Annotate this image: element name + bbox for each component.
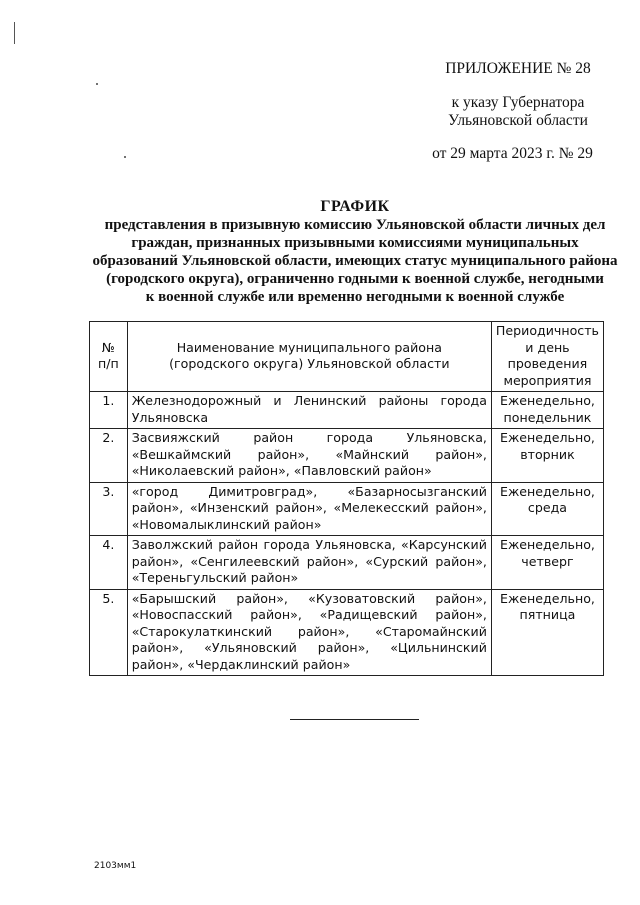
- scan-edge-mark: [14, 22, 15, 44]
- scan-speck: [124, 156, 126, 158]
- schedule-table: [89, 321, 604, 676]
- document-subtitle: [70, 216, 640, 306]
- frequency-line: Еженедельно,: [500, 430, 595, 445]
- decree-line-1: к указу Губернатора: [451, 94, 585, 111]
- row-number: 3.: [90, 482, 128, 536]
- table-row: [90, 392, 604, 429]
- header-name: [127, 322, 491, 392]
- row-district: Засвияжский район города Ульяновска, «Вешкаймский район», «Майнский район», «Николаевский район», «Павловский район»: [127, 429, 491, 483]
- frequency-line: Еженедельно,: [500, 393, 595, 408]
- table-row: [90, 589, 604, 676]
- row-district: «Барышский район», «Кузоватовский район», «Новоспасский район», «Радищевский район», «Старокулаткинский район», «Старомайнский район», «Ульяновский район», «Цильнинский район», «Чердаклинский район»: [127, 589, 491, 676]
- header-frequency: [491, 322, 603, 392]
- row-number: 5.: [90, 589, 128, 676]
- frequency-line: Еженедельно,: [500, 483, 595, 499]
- row-frequency: [491, 482, 603, 536]
- header-freq-line: мероприятия: [503, 372, 592, 388]
- closing-rule: [290, 719, 419, 720]
- frequency-line: Еженедельно,: [500, 590, 595, 606]
- row-number: 4.: [90, 536, 128, 590]
- weekday: понедельник: [503, 409, 592, 425]
- table-row: [90, 482, 604, 536]
- row-district: Заволжский район города Ульяновска, «Карсунский район», «Сенгилеевский район», «Сурский район», «Тереньгульский район»: [127, 536, 491, 590]
- row-frequency: [491, 536, 603, 590]
- annex-label: ПРИЛОЖЕНИЕ № 28: [445, 60, 591, 77]
- header-freq-line: и день: [525, 339, 570, 355]
- weekday: четверг: [521, 553, 574, 569]
- subtitle-line: (городского округа), ограниченно годными к военной службе, негодными: [106, 271, 604, 287]
- table-header-row: [90, 322, 604, 392]
- subtitle-line: граждан, признанных призывными комиссиями муниципальных: [131, 235, 579, 251]
- decree-date: от 29 марта 2023 г. № 29: [432, 145, 593, 162]
- scan-speck: [96, 83, 98, 85]
- frequency-line: Еженедельно,: [500, 537, 595, 552]
- header-freq-line: проведения: [507, 356, 588, 371]
- subtitle-line: образований Ульяновской области, имеющих статус муниципального района: [92, 253, 618, 269]
- row-district: «город Димитровград», «Базарносызганский район», «Инзенский район», «Мелекесский район», «Новомалыклинский район»: [127, 482, 491, 536]
- table-row: [90, 536, 604, 590]
- row-district: Железнодорожный и Ленинский районы города Ульяновска: [127, 392, 491, 429]
- subtitle-line: представления в призывную комиссию Ульяновской области личных дел: [104, 217, 606, 233]
- header-num: [90, 322, 128, 392]
- table-row: [90, 429, 604, 483]
- row-number: 1.: [90, 392, 128, 429]
- decree-line-2: Ульяновской области: [448, 112, 588, 129]
- row-frequency: [491, 429, 603, 483]
- document-code: 2103мм1: [94, 861, 137, 871]
- row-frequency: [491, 392, 603, 429]
- header-num-line: №: [101, 339, 115, 355]
- document-title: ГРАФИК: [320, 198, 390, 215]
- weekday: пятница: [519, 607, 576, 622]
- header-name-line: Наименование муниципального района: [176, 339, 442, 355]
- header-name-line: (городского округа) Ульяновской области: [169, 356, 450, 371]
- weekday: среда: [527, 500, 567, 515]
- weekday: вторник: [520, 446, 575, 462]
- header-num-line: п/п: [98, 356, 119, 371]
- row-frequency: [491, 589, 603, 676]
- subtitle-line: к военной службе или временно негодными к военной службе: [145, 289, 565, 305]
- header-freq-line: Периодичность: [495, 323, 599, 338]
- row-number: 2.: [90, 429, 128, 483]
